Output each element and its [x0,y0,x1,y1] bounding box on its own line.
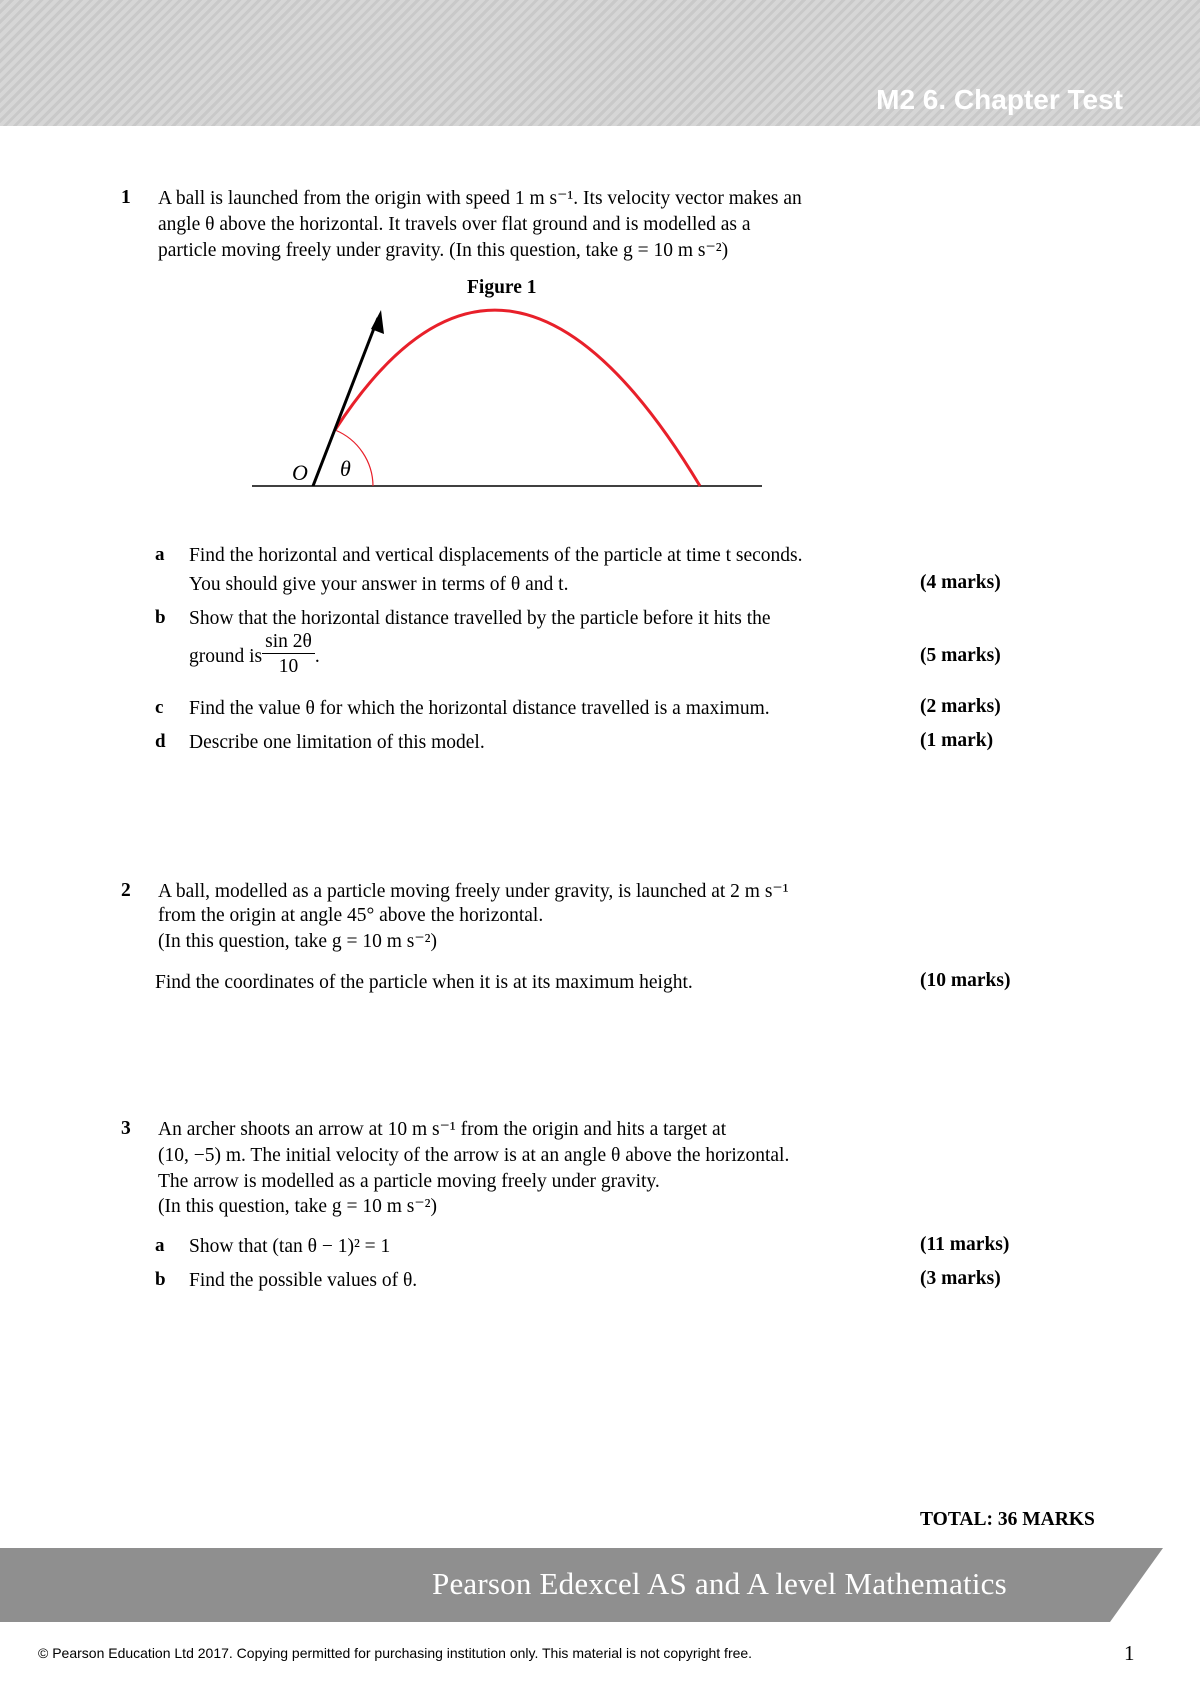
part-1c-line-1: Find the value θ for which the horizontal distance travelled is a maximum. [189,698,770,719]
theta-label: θ [340,456,351,481]
question-3-number: 3 [121,1118,131,1139]
part-1d-marks: (1 mark) [920,730,994,751]
part-1d-line-1: Describe one limitation of this model. [189,732,485,753]
fraction-sin2theta-over-10 [262,631,315,680]
question-1-stem-line-3: particle moving freely under gravity. (In this question, take g = 10 m s⁻²) [158,240,729,261]
projectile-figure [240,300,770,500]
figure-title: Figure 1 [467,277,537,298]
part-1a-marks: (4 marks) [920,572,1001,593]
part-1b-marks: (5 marks) [920,645,1001,666]
question-2-stem-line-2: from the origin at angle 45° above the horizontal. [158,905,544,926]
total-marks: TOTAL: 36 MARKS [920,1509,1095,1530]
footer-title: Pearson Edexcel AS and A level Mathematics [432,1566,1007,1601]
part-1b-ground-text: ground is [189,645,263,667]
part-1a-line-2: You should give your answer in terms of θ and t. [189,574,569,595]
part-1a-line-1: Find the horizontal and vertical displacements of the particle at time t seconds. [189,545,803,566]
part-1d-label: d [155,731,166,752]
question-3-stem-line-4: (In this question, take g = 10 m s⁻²) [158,1196,437,1217]
question-2-stem-line-1: A ball, modelled as a particle moving freely under gravity, is launched at 2 m s⁻¹ [158,881,789,902]
question-1-stem-line-1: A ball is launched from the origin with speed 1 m s⁻¹. Its velocity vector makes an [158,188,802,209]
question-3-stem-line-3: The arrow is modelled as a particle moving freely under gravity. [158,1171,660,1192]
part-3b-marks: (3 marks) [920,1268,1001,1289]
question-1-stem-line-2: angle θ above the horizontal. It travels over flat ground and is modelled as a [158,214,751,235]
part-1b-label: b [155,607,166,628]
page-title: M2 6. Chapter Test [876,84,1123,115]
fraction-numerator: sin 2θ [262,631,315,654]
question-2-stem-line-3: (In this question, take g = 10 m s⁻²) [158,931,437,952]
trajectory-curve [335,310,700,486]
question-2-marks: (10 marks) [920,970,1011,991]
part-3a-marks: (11 marks) [920,1234,1010,1255]
part-3a-label: a [155,1235,165,1256]
part-3b-line-1: Find the possible values of θ. [189,1270,418,1291]
part-1b-line-2: ground is $\frac{\sin 2\theta}{10}$ . [189,633,320,682]
question-3-stem-line-1: An archer shoots an arrow at 10 m s⁻¹ from the origin and hits a target at [158,1119,727,1140]
question-2-number: 2 [121,880,131,901]
part-1c-label: c [155,697,164,718]
question-2-task: Find the coordinates of the particle when it is at its maximum height. [155,972,693,993]
origin-label: O [292,460,308,485]
page-number: 1 [1124,1641,1135,1665]
part-3b-label: b [155,1269,166,1290]
part-1c-marks: (2 marks) [920,696,1001,717]
copyright-notice: © Pearson Education Ltd 2017. Copying permitted for purchasing institution only. This material is not copyright free. [38,1645,753,1661]
fraction-denominator: 10 [278,656,299,677]
part-3a-line-1: Show that (tan θ − 1)² = 1 [189,1236,391,1257]
part-1b-line-1: Show that the horizontal distance travelled by the particle before it hits the [189,608,771,629]
question-3-stem-line-2: (10, −5) m. The initial velocity of the arrow is at an angle θ above the horizontal. [158,1145,790,1166]
part-1a-label: a [155,544,165,565]
question-1-number: 1 [121,187,131,208]
